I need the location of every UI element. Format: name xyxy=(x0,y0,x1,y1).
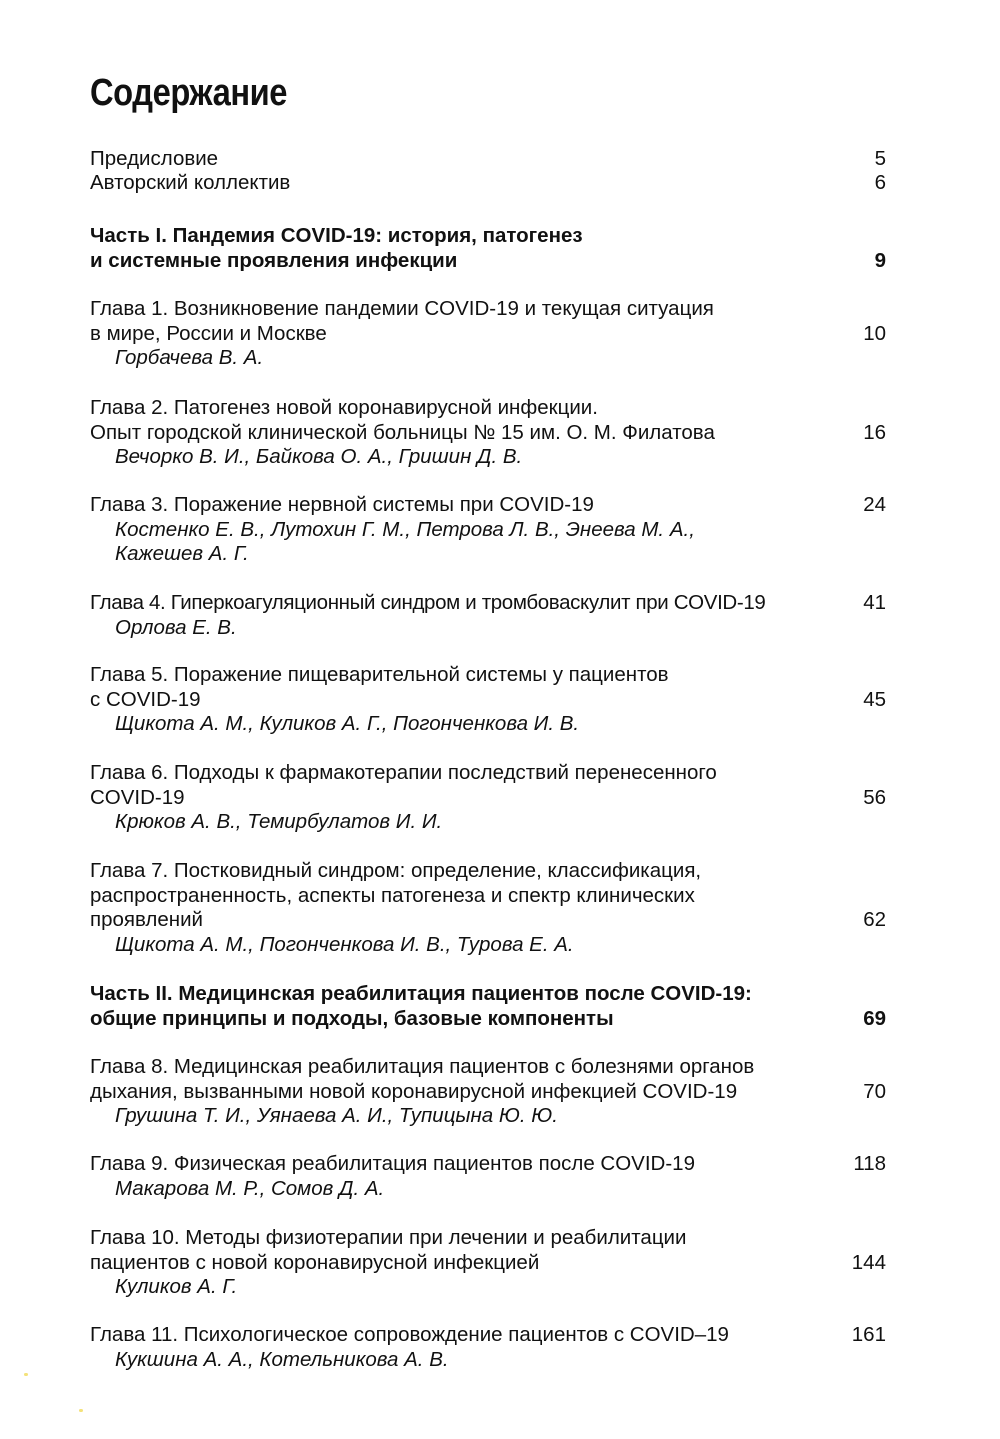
chapter-authors: Кукшина А. А., Котельникова А. В. xyxy=(115,1347,449,1371)
page-number: 10 xyxy=(863,321,886,345)
toc-chapter-8[interactable] xyxy=(90,1055,890,1129)
chapter-authors: Куликов А. Г. xyxy=(115,1275,238,1298)
toc-part-1[interactable] xyxy=(90,224,890,273)
toc-chapter-10[interactable] xyxy=(90,1226,890,1300)
page-number: 118 xyxy=(853,1152,886,1175)
chapter-title-line: распространенность, аспекты патогенеза и спектр клинических xyxy=(90,883,695,907)
chapter-title-line: Глава 4. Гиперкоагуляционный синдром и тромбоваскулит при COVID-19 xyxy=(90,591,766,614)
page-number: 6 xyxy=(874,171,886,194)
chapter-title-line: Глава 11. Психологическое сопровождение пациентов с COVID–19 xyxy=(90,1323,729,1346)
toc-chapter-6[interactable] xyxy=(90,761,890,835)
chapter-authors: Щикота А. М., Погонченкова И. В., Турова Е. А. xyxy=(115,932,574,956)
page-number: 45 xyxy=(863,687,886,711)
page-number: 161 xyxy=(851,1323,886,1346)
chapter-title-line: дыхания, вызванными новой коронавирусной инфекцией COVID-19 xyxy=(90,1079,738,1103)
chapter-title-line: в мире, России и Москве xyxy=(90,321,327,345)
chapter-title-line: Глава 3. Поражение нервной системы при COVID-19 xyxy=(90,493,594,516)
part-title-line: и системные проявления инфекции xyxy=(90,248,458,272)
chapter-title-line: пациентов с новой коронавирусной инфекцией xyxy=(90,1250,540,1274)
page-number: 62 xyxy=(863,908,886,931)
chapter-title-line: Опыт городской клинической больницы № 15 им. О. М. Филатова xyxy=(90,420,715,444)
scan-speck xyxy=(24,1373,28,1376)
chapter-title-line: Глава 10. Методы физиотерапии при лечении и реабилитации xyxy=(90,1226,687,1249)
toc-chapter-11[interactable] xyxy=(90,1323,890,1372)
toc-entry-preface[interactable] xyxy=(90,147,890,172)
chapter-title-line: Глава 8. Медицинская реабилитация пациентов с болезнями органов xyxy=(90,1055,755,1078)
chapter-authors: Горбачева В. А. xyxy=(115,346,264,369)
page-title: Содержание xyxy=(90,72,288,114)
chapter-authors: Грушина Т. И., Уянаева А. И., Тупицына Ю. Ю. xyxy=(115,1104,558,1127)
chapter-authors: Вечорко В. И., Байкова О. А., Гришин Д. В. xyxy=(115,445,523,468)
chapter-title-line: Глава 2. Патогенез новой коронавирусной инфекции. xyxy=(90,396,598,419)
toc-chapter-4[interactable] xyxy=(90,591,890,640)
toc-chapter-9[interactable] xyxy=(90,1152,890,1201)
page-number: 70 xyxy=(863,1079,886,1103)
chapter-authors: Костенко Е. В., Лутохин Г. М., Петрова Л. В., Энеева М. А., xyxy=(115,517,695,541)
page-number: 144 xyxy=(851,1250,886,1274)
page-number: 5 xyxy=(874,147,886,170)
chapter-title-line: Глава 5. Поражение пищеварительной системы у пациентов xyxy=(90,663,669,686)
page-number: 69 xyxy=(863,1006,886,1030)
chapter-title-line: Глава 9. Физическая реабилитация пациентов после COVID-19 xyxy=(90,1152,695,1175)
part-title-line: Часть I. Пандемия COVID-19: история, патогенез xyxy=(90,224,583,247)
chapter-title-line: Глава 6. Подходы к фармакотерапии последствий перенесенного xyxy=(90,761,717,784)
entry-title: Авторский коллектив xyxy=(90,171,291,194)
toc-entry-authors[interactable] xyxy=(90,171,890,196)
toc-chapter-5[interactable] xyxy=(90,663,890,737)
chapter-authors: Макарова М. Р., Сомов Д. А. xyxy=(115,1176,385,1200)
part-title-line: общие принципы и подходы, базовые компоненты xyxy=(90,1006,614,1030)
chapter-title-line: Глава 7. Постковидный синдром: определение, классификация, xyxy=(90,859,702,882)
page-number: 41 xyxy=(863,591,886,614)
chapter-authors: Крюков А. В., Темирбулатов И. И. xyxy=(115,810,443,833)
chapter-authors: Кажешев А. Г. xyxy=(115,542,249,565)
toc-chapter-3[interactable] xyxy=(90,493,890,567)
page-number: 56 xyxy=(863,785,886,809)
page-number: 16 xyxy=(863,420,886,444)
chapter-title-line: с COVID-19 xyxy=(90,687,201,711)
toc-chapter-1[interactable] xyxy=(90,297,890,371)
scan-speck xyxy=(79,1409,83,1412)
toc-chapter-7[interactable] xyxy=(90,859,890,957)
entry-title: Предисловие xyxy=(90,147,219,170)
chapter-title-line: Глава 1. Возникновение пандемии COVID-19 и текущая ситуация xyxy=(90,297,714,320)
chapter-authors: Щикота А. М., Куликов А. Г., Погонченкова И. В. xyxy=(115,712,580,735)
toc-part-2[interactable] xyxy=(90,982,890,1031)
page-number: 9 xyxy=(874,248,886,272)
page-number: 24 xyxy=(863,493,886,516)
part-title-line: Часть II. Медицинская реабилитация пациентов после COVID-19: xyxy=(90,982,752,1005)
chapter-title-line: COVID-19 xyxy=(90,785,185,809)
chapter-title-line: проявлений xyxy=(90,908,204,931)
toc-chapter-2[interactable] xyxy=(90,396,890,470)
chapter-authors: Орлова Е. В. xyxy=(115,615,237,639)
